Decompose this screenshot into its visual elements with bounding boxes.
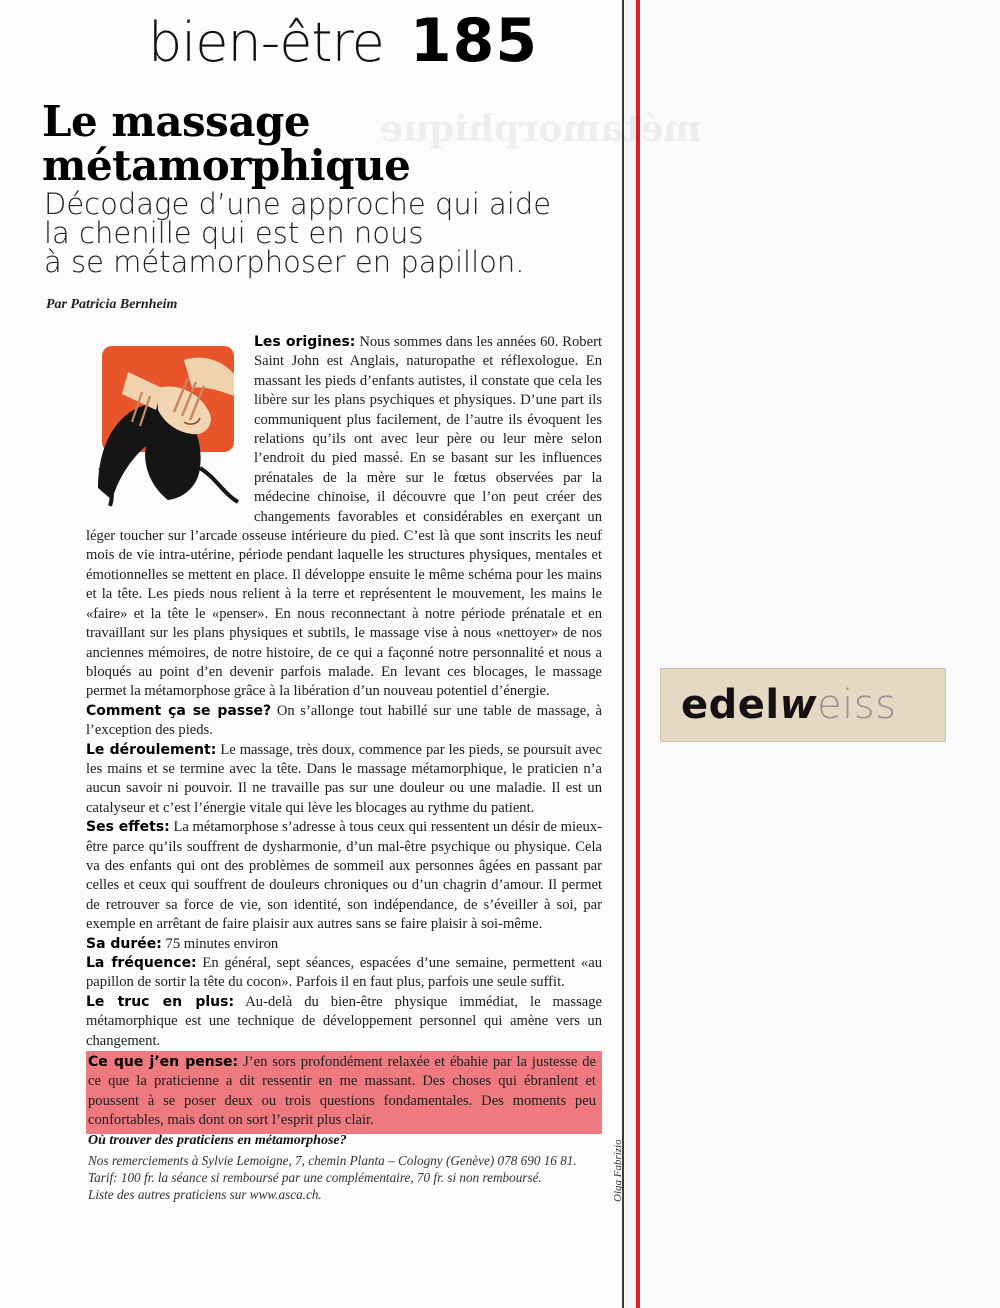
article-title xyxy=(42,97,411,190)
section-text: En général, sept séances, espacées d’une semaine, permettent «au papillon de sortir la tête du cocon». Parfois il en faut plus, parfois une seule suffit. xyxy=(86,955,602,991)
section-text: 75 minutes environ xyxy=(165,935,279,952)
section-text: Nous sommes dans les années 60. Robert Saint John est Anglais, naturopathe et réflexologue. En massant les pieds d’enfants autistes, il constate que cela les libère sur les plans psychiques et physiques. D’une part ils communiquent plus facilement, de l’autre ils évoquent les relations qu’ils ont avec leur père ou leur mère selon l’endroit du pied massé. En se basant sur les influences prénatales de la mère sur le fœtus observées par la médecine chinoise, il découvre que l’on peut créer des changements favorables et considérables en exerçant un léger toucher sur l’arcade osseuse intérieure du pied. C’est là que sont inscrits les neuf mois de vie intra-utérine, période pendant laquelle les structures physiques, mentales et émotionnelles se mettent en place. Il développe ensuite le même schéma pour les mains et la tête. Les pieds nous relient à la terre et représentent le mouvement, les mains le «faire» et la tête le «penser». En nous reconnectant à notre période prénatale et en travaillant sur les plans physiques et subtils, le massage vise à nous «nettoyer» de nos anciennes mémoires, de notre histoire, de ce qui a façonné notre personnalité et nous a bloqués au point d’en devenir parfois malade. En levant ces blocages, le massage permet la métamorphose grâce à la libération d’un nouveau potentiel d’énergie. xyxy=(86,334,602,700)
section-truc xyxy=(86,993,602,1051)
practitioners-heading: Où trouver des praticiens en métamorphose? xyxy=(88,1133,347,1148)
opinion-highlight xyxy=(86,1051,602,1134)
section-frequence xyxy=(86,954,602,993)
price-line: Tarif: 100 fr. la séance si remboursé par une complémentaire, 70 fr. si non remboursé. xyxy=(88,1170,542,1185)
section-comment xyxy=(86,702,602,741)
photo-credit: Olga Fabrizio xyxy=(612,1139,624,1202)
opinion-text: J’en sors profondément relaxée et ébahie par la justesse de ce que la praticienne a dit ressentir en me massant. Des choses qui ébranlent et poussent à se poser deux ou trois questions fondamentales. Des moments peu confortables, mais dont on sort l’esprit plus clair. xyxy=(88,1054,596,1129)
section-text: La métamorphose s’adresse à tous ceux qui ressentent un désir de mieux-être parce qu’ils souffrent de dysharmonie, d’un mal-être psychique ou physique. Cela va des enfants qui ont des problèmes de sommeil aux personnes âgées en passant par celles et ceux qui souffrent de douleurs chroniques ou d’un chagrin d’amour. Il permet de retrouver sa force de vie, son identité, son indépendance, de s’éveiller à soi, par exemple en arrêtant de faire plaisir aux autres sans se faire plaisir à soi-même. xyxy=(86,819,602,933)
title-line-2: métamorphique xyxy=(42,141,411,190)
article-body xyxy=(86,333,602,1134)
logo-text-light: eiss xyxy=(817,682,897,728)
opinion-heading: Ce que j’en pense: xyxy=(88,1054,239,1071)
section-heading: Le truc en plus: xyxy=(86,993,235,1010)
logo-text-bold: edel xyxy=(681,682,780,728)
edelweiss-logo-label xyxy=(660,668,946,742)
byline: Par Patricia Bernheim xyxy=(46,297,178,312)
section-text: Au-delà du bien-être physique immédiat, le massage métamorphique est une technique de développement personnel qui amène vers un changement. xyxy=(86,993,602,1049)
illustration-wrap-space xyxy=(86,333,254,512)
thanks-line: Nos remerciements à Sylvie Lemoigne, 7, chemin Planta – Cologny (Genève) 078 690 16 81. xyxy=(88,1153,577,1168)
section-name: bien-être xyxy=(148,11,384,74)
article-subtitle xyxy=(44,187,624,279)
section-header xyxy=(148,6,538,76)
section-effets xyxy=(86,818,602,934)
magazine-page-right xyxy=(640,0,1000,1308)
section-heading: Ses effets: xyxy=(86,819,170,836)
section-text: On s’allonge tout habillé sur une table de massage, à l’exception des pieds. xyxy=(86,702,602,739)
show-through-text: métamorphique xyxy=(380,108,702,150)
list-line: Liste des autres praticiens sur www.asca.ch. xyxy=(88,1187,322,1202)
title-line-1: Le massage xyxy=(42,97,311,146)
section-text: Le massage, très doux, commence par les pieds, se poursuit avec les mains et se termine avec la tête. Dans le massage métamorphique, le praticien n’a aucun savoir ni pouvoir. Il ne travaille pas sur une douleur ou une maladie. Il est un catalyseur et c’est l’énergie vitale qui lève les blocages au rythme du patient. xyxy=(86,741,602,816)
logo-text-mark: w xyxy=(779,682,818,728)
section-heading: Comment ça se passe? xyxy=(86,702,272,719)
section-heading: Le déroulement: xyxy=(86,741,217,758)
section-deroulement xyxy=(86,741,602,819)
practitioners-info xyxy=(88,1132,608,1203)
section-heading: La fréquence: xyxy=(86,955,197,971)
section-heading: Les origines: xyxy=(254,334,356,350)
page-number: 185 xyxy=(409,6,539,76)
subtitle-line-1: Décodage d’une approche qui aide xyxy=(44,187,552,221)
section-duree xyxy=(86,935,602,954)
subtitle-line-2: la chenille qui est en nous xyxy=(44,216,424,250)
section-heading: Sa durée: xyxy=(86,935,162,952)
subtitle-line-3: à se métamorphoser en papillon. xyxy=(44,245,525,279)
